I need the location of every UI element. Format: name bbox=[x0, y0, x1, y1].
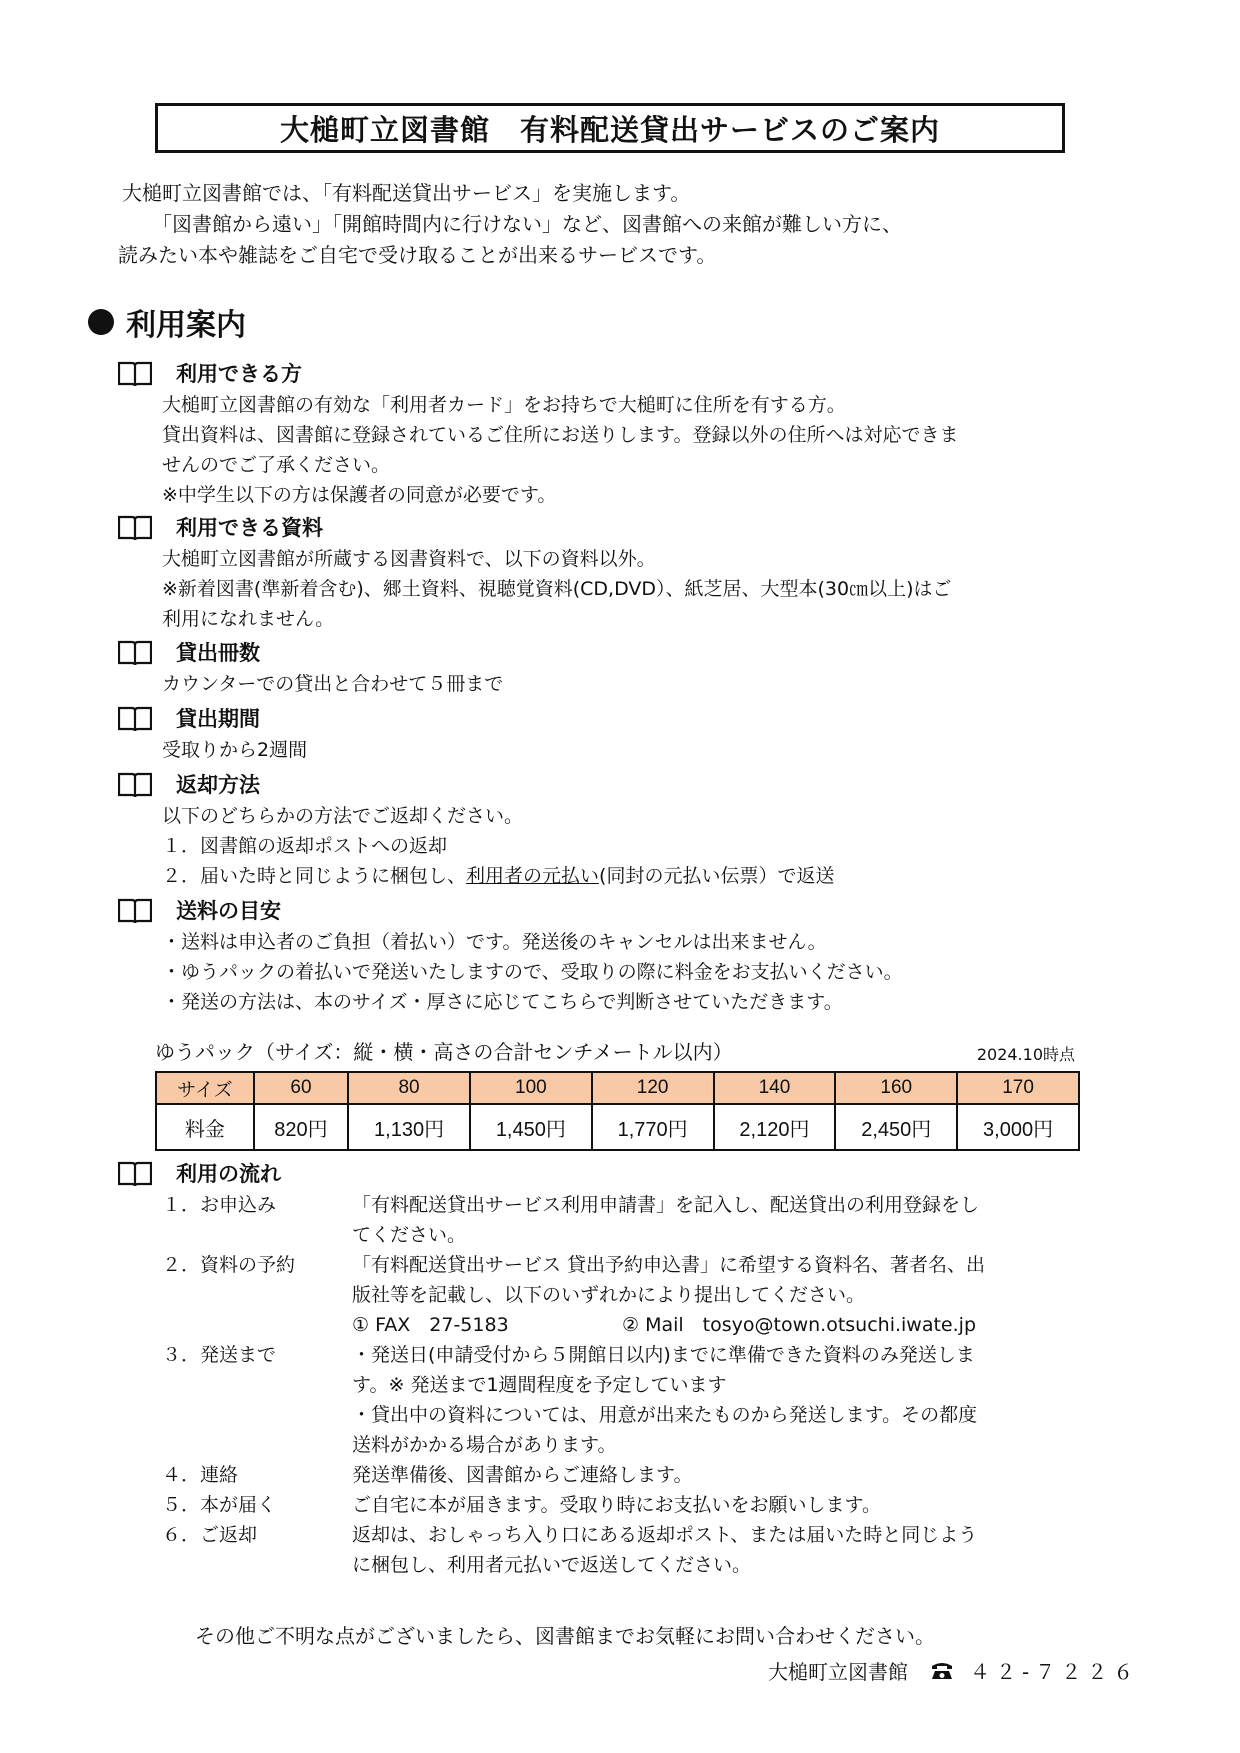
fee-cell: 1,130円 bbox=[348, 1104, 470, 1150]
who-line: 貸出資料は、図書館に登録されているご住所にお送りします。登録以外の住所へは対応できま bbox=[162, 424, 959, 446]
flow-step-label: ２．資料の予約 bbox=[162, 1254, 296, 1276]
flow-step bbox=[162, 1340, 985, 1460]
footer-phone: ４２-７２２６ bbox=[970, 1660, 1140, 1684]
flow-step-label: ３．発送まで bbox=[162, 1344, 277, 1366]
fee-table bbox=[155, 1071, 1080, 1151]
flow-step-text: す。※ 発送まで1週間程度を予定しています bbox=[352, 1374, 727, 1396]
fee-cell: 2,450円 bbox=[835, 1104, 957, 1150]
flow-step-text: 返却は、おしゃっち入り口にある返却ポスト、または届いた時と同じよう bbox=[352, 1524, 978, 1546]
materials-section bbox=[118, 510, 952, 634]
fee-cell: 1,770円 bbox=[592, 1104, 714, 1150]
section-title bbox=[88, 300, 246, 344]
bullet-icon bbox=[88, 309, 114, 335]
book-icon bbox=[118, 897, 152, 923]
book-icon bbox=[118, 514, 152, 540]
book-icon bbox=[118, 771, 152, 797]
shipping-section bbox=[118, 893, 903, 1017]
flow-step-text: に梱包し、利用者元払いで返送してください。 bbox=[352, 1554, 752, 1576]
footer bbox=[768, 1656, 1139, 1685]
telephone-icon bbox=[930, 1661, 954, 1681]
size-cell: 140 bbox=[714, 1072, 836, 1104]
fee-table-block bbox=[155, 1036, 1075, 1151]
intro-line: 読みたい本や雑誌をご自宅で受け取ることが出来るサービスです。 bbox=[118, 243, 717, 267]
book-icon bbox=[118, 705, 152, 731]
fee-cell: 1,450円 bbox=[470, 1104, 592, 1150]
count-section bbox=[118, 635, 503, 699]
who-line: ※中学生以下の方は保護者の同意が必要です。 bbox=[162, 484, 557, 506]
footer-library-name: 大槌町立図書館 bbox=[768, 1660, 908, 1684]
mail-address: ② Mail tosyo@town.otsuchi.iwate.jp bbox=[622, 1314, 977, 1336]
fee-table-as-of: 2024.10時点 bbox=[976, 1045, 1075, 1064]
book-icon bbox=[118, 639, 152, 665]
flow-step bbox=[162, 1520, 985, 1580]
return-line: 以下のどちらかの方法でご返却ください。 bbox=[162, 805, 524, 827]
flow-step-text: 送料がかかる場合があります。 bbox=[352, 1434, 617, 1456]
flow-step-label: ４．連絡 bbox=[162, 1464, 239, 1486]
period-heading: 貸出期間 bbox=[176, 707, 260, 731]
who-section bbox=[118, 356, 958, 510]
who-line: 大槌町立図書館の有効な「利用者カード」をお持ちで大槌町に住所を有する方。 bbox=[162, 394, 846, 416]
size-label-cell: サイズ bbox=[156, 1072, 254, 1104]
fee-cell: 820円 bbox=[254, 1104, 348, 1150]
flow-heading: 利用の流れ bbox=[176, 1162, 281, 1186]
shipping-line: ・送料は申込者のご負担（着払い）です。発送後のキャンセルは出来ません。 bbox=[162, 931, 827, 953]
size-cell: 170 bbox=[957, 1072, 1079, 1104]
flow-step-label: １．お申込み bbox=[162, 1194, 277, 1216]
fee-label-cell: 料金 bbox=[156, 1104, 254, 1150]
flow-step-text: 発送準備後、図書館からご連絡します。 bbox=[352, 1464, 693, 1486]
flow-step bbox=[162, 1190, 985, 1250]
who-heading: 利用できる方 bbox=[176, 362, 302, 386]
materials-line: 大槌町立図書館が所蔵する図書資料で、以下の資料以外。 bbox=[162, 548, 656, 570]
flow-step-text: ・発送日(申請受付から５開館日以内)までに準備できた資料のみ発送しま bbox=[352, 1344, 975, 1366]
intro-line: 大槌町立図書館では、「有料配送貸出サービス」を実施します。 bbox=[122, 181, 691, 205]
size-cell: 120 bbox=[592, 1072, 714, 1104]
shipping-line: ・発送の方法は、本のサイズ・厚さに応じてこちらで判断させていただきます。 bbox=[162, 991, 843, 1013]
flow-step bbox=[162, 1490, 985, 1520]
count-heading: 貸出冊数 bbox=[176, 641, 260, 665]
period-section bbox=[118, 701, 307, 765]
flow-step-text: 「有料配送貸出サービス 貸出予約申込書」に希望する資料名、著者名、出 bbox=[352, 1254, 986, 1276]
who-line: せんのでご了承ください。 bbox=[162, 454, 391, 476]
intro bbox=[118, 178, 902, 271]
period-line: 受取りから2週間 bbox=[162, 739, 308, 761]
section-title-text: 利用案内 bbox=[126, 308, 246, 343]
materials-line: 利用になれません。 bbox=[162, 608, 335, 630]
return-heading: 返却方法 bbox=[176, 773, 260, 797]
flow-step-text: ご自宅に本が届きます。受取り時にお支払いをお願いします。 bbox=[352, 1494, 881, 1516]
return-text: ２．届いた時と同じように梱包し、 bbox=[162, 865, 467, 887]
flow-step-text: ・貸出中の資料については、用意が出来たものから発送します。その都度 bbox=[352, 1404, 978, 1426]
flow-step-text: てください。 bbox=[352, 1224, 467, 1246]
return-line: １．図書館の返却ポストへの返却 bbox=[162, 835, 448, 857]
closing-note: その他ご不明な点がございましたら、図書館までお気軽にお問い合わせください。 bbox=[195, 1624, 935, 1648]
return-line bbox=[162, 861, 834, 891]
fee-cell: 3,000円 bbox=[957, 1104, 1079, 1150]
fax-number: ① FAX 27-5183 bbox=[352, 1314, 509, 1336]
count-line: カウンターでの貸出と合わせて５冊まで bbox=[162, 673, 504, 695]
book-icon bbox=[118, 1160, 152, 1186]
size-cell: 160 bbox=[835, 1072, 957, 1104]
fee-cell: 2,120円 bbox=[714, 1104, 836, 1150]
return-section bbox=[118, 767, 834, 891]
materials-line: ※新着図書(準新着含む)、郷土資料、視聴覚資料(CD,DVD）、紙芝居、大型本(30㎝以上)はご bbox=[162, 578, 952, 600]
shipping-heading: 送料の目安 bbox=[176, 899, 281, 923]
fee-table-caption: ゆうパック（サイズ：縦・横・高さの合計センチメートル以内） bbox=[155, 1040, 733, 1064]
fee-row bbox=[156, 1104, 1079, 1150]
return-text: (同封の元払い伝票）で返送 bbox=[599, 865, 835, 887]
flow-section bbox=[118, 1156, 985, 1580]
flow-step-text: 「有料配送貸出サービス利用申請書」を記入し、配送貸出の利用登録をし bbox=[352, 1194, 980, 1216]
return-underlined-text: 利用者の元払い bbox=[466, 865, 600, 887]
size-cell: 100 bbox=[470, 1072, 592, 1104]
flow-step-label: ５．本が届く bbox=[162, 1494, 277, 1516]
shipping-line: ・ゆうパックの着払いで発送いたしますので、受取りの際に料金をお支払いください。 bbox=[162, 961, 903, 983]
flow-step bbox=[162, 1250, 985, 1340]
book-icon bbox=[118, 360, 152, 386]
flow-step-label: ６．ご返却 bbox=[162, 1524, 258, 1546]
size-row bbox=[156, 1072, 1079, 1104]
size-cell: 80 bbox=[348, 1072, 470, 1104]
page-title: 大槌町立図書館 有料配送貸出サービスのご案内 bbox=[155, 103, 1065, 153]
intro-line: 「図書館から遠い」「開館時間内に行けない」など、図書館への来館が難しい方に、 bbox=[152, 212, 902, 236]
materials-heading: 利用できる資料 bbox=[176, 516, 323, 540]
flow-step bbox=[162, 1460, 985, 1490]
size-cell: 60 bbox=[254, 1072, 348, 1104]
flow-step-text: 版社等を記載し、以下のいずれかにより提出してください。 bbox=[352, 1284, 866, 1306]
